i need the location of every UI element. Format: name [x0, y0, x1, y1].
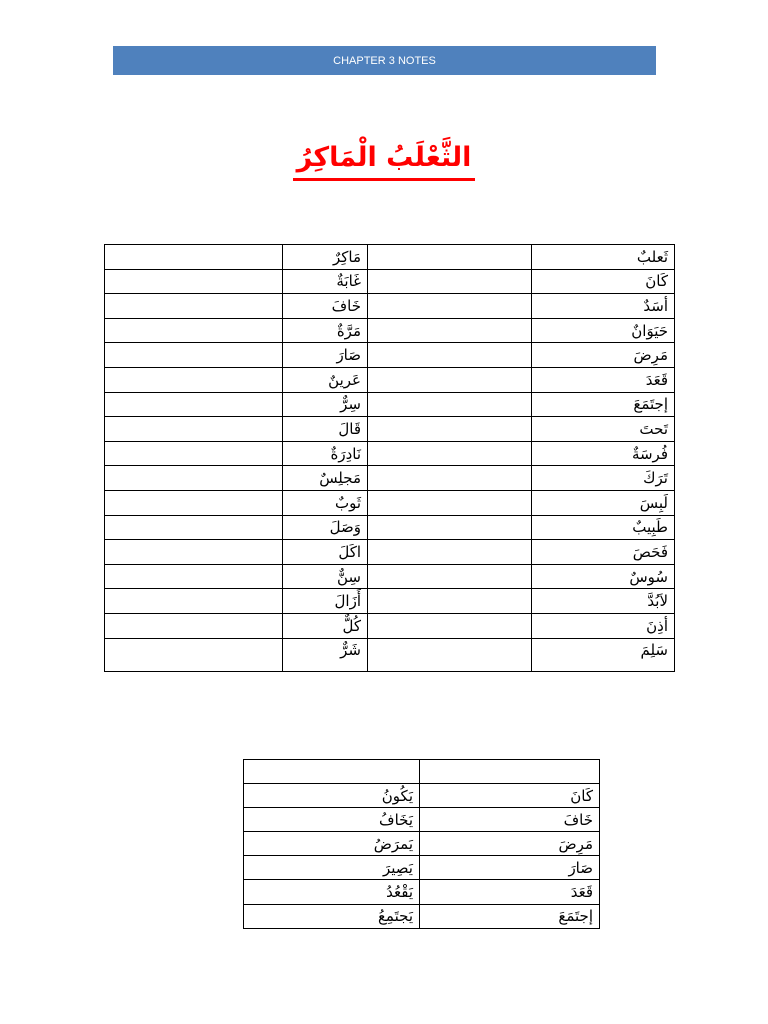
vocab-row: [105, 367, 675, 392]
vocab-right-word: إجتَمَعَ: [532, 392, 675, 417]
vocab-row: [105, 417, 675, 442]
vocab-left-word: أَزَالَ: [283, 589, 368, 614]
verb-present-cell: يَمرَضُ: [244, 832, 420, 856]
verb-past-cell: قَعَدَ: [420, 880, 600, 904]
vocab-empty-cell: [105, 613, 283, 638]
vocab-row: [105, 245, 675, 270]
vocab-empty-cell: [368, 613, 532, 638]
vocab-empty-cell: [105, 318, 283, 343]
verb-row: [244, 784, 600, 808]
vocab-right-word: ثَعلبٌ: [532, 245, 675, 270]
vocab-right-word: لاَبُدَّ: [532, 589, 675, 614]
vocab-row: [105, 441, 675, 466]
vocab-left-word: سِرٌّ: [283, 392, 368, 417]
vocab-left-word: كُلٌّ: [283, 613, 368, 638]
vocab-left-word: اكَلَ: [283, 540, 368, 565]
vocab-left-word: صَارَ: [283, 343, 368, 368]
verb-present-cell: [244, 760, 420, 784]
verb-row: [244, 880, 600, 904]
vocab-left-word: خَافَ: [283, 294, 368, 319]
verb-row: [244, 856, 600, 880]
vocab-empty-cell: [105, 367, 283, 392]
verb-row: [244, 808, 600, 832]
vocab-left-word: مَاكِرٌ: [283, 245, 368, 270]
chapter-header-bar: [113, 46, 656, 75]
vocab-row: [105, 564, 675, 589]
vocab-empty-cell: [368, 392, 532, 417]
vocab-empty-cell: [105, 392, 283, 417]
vocab-right-word: مَرِضَ: [532, 343, 675, 368]
vocab-empty-cell: [368, 441, 532, 466]
verb-past-cell: خَافَ: [420, 808, 600, 832]
vocab-right-word: تَحتَ: [532, 417, 675, 442]
vocab-left-word: مَجلِسٌ: [283, 466, 368, 491]
vocab-right-word: كَانَ: [532, 269, 675, 294]
verb-row: [244, 760, 600, 784]
vocab-row: [105, 515, 675, 540]
vocab-empty-cell: [368, 515, 532, 540]
vocab-empty-cell: [368, 466, 532, 491]
verb-row: [244, 832, 600, 856]
vocab-left-word: ثَوبٌ: [283, 490, 368, 515]
verb-table: [243, 759, 600, 929]
vocab-empty-cell: [368, 245, 532, 270]
verb-past-cell: كَانَ: [420, 784, 600, 808]
verb-past-cell: إجتَمَعَ: [420, 904, 600, 928]
verb-past-cell: مَرِضَ: [420, 832, 600, 856]
page-title: الثَّعْلَبُ الْمَاكِرُ: [293, 138, 476, 181]
vocab-empty-cell: [368, 417, 532, 442]
vocab-left-word: شَرٌّ: [283, 638, 368, 671]
vocab-empty-cell: [368, 564, 532, 589]
vocab-right-word: لَبِسَ: [532, 490, 675, 515]
vocab-empty-cell: [368, 294, 532, 319]
vocab-empty-cell: [368, 638, 532, 671]
vocab-left-word: غَابَةٌ: [283, 269, 368, 294]
vocab-row: [105, 490, 675, 515]
vocab-empty-cell: [105, 417, 283, 442]
vocab-row: [105, 294, 675, 319]
vocab-empty-cell: [105, 540, 283, 565]
vocab-empty-cell: [368, 540, 532, 565]
vocab-left-word: سِنٌّ: [283, 564, 368, 589]
vocab-right-word: قَعَدَ: [532, 367, 675, 392]
vocab-empty-cell: [105, 269, 283, 294]
vocab-left-word: نَادِرَةٌ: [283, 441, 368, 466]
vocab-row: [105, 589, 675, 614]
vocab-table: [104, 244, 675, 672]
vocab-right-word: حَيَوَانٌ: [532, 318, 675, 343]
vocab-right-word: سُوسٌ: [532, 564, 675, 589]
verb-present-cell: يَكُونُ: [244, 784, 420, 808]
page-title-container: [0, 138, 768, 181]
verb-present-cell: يَخَافُ: [244, 808, 420, 832]
vocab-empty-cell: [105, 245, 283, 270]
chapter-header-title: CHAPTER 3 NOTES: [333, 54, 436, 67]
vocab-row: [105, 466, 675, 491]
vocab-row: [105, 318, 675, 343]
vocab-right-word: طَبِيبٌ: [532, 515, 675, 540]
vocab-right-word: فَحَصَ: [532, 540, 675, 565]
verb-row: [244, 904, 600, 928]
vocab-row: [105, 638, 675, 671]
verb-present-cell: يَجتَمِعُ: [244, 904, 420, 928]
vocab-empty-cell: [105, 490, 283, 515]
vocab-empty-cell: [105, 343, 283, 368]
verb-present-cell: يَقْعُدُ: [244, 880, 420, 904]
vocab-right-word: سَلِمَ: [532, 638, 675, 671]
vocab-left-word: قَالَ: [283, 417, 368, 442]
verb-past-cell: [420, 760, 600, 784]
vocab-row: [105, 343, 675, 368]
vocab-empty-cell: [105, 466, 283, 491]
vocab-empty-cell: [368, 589, 532, 614]
verb-past-cell: صَارَ: [420, 856, 600, 880]
vocab-right-word: تَرَكَ: [532, 466, 675, 491]
vocab-right-word: أسَدٌ: [532, 294, 675, 319]
vocab-empty-cell: [368, 367, 532, 392]
vocab-empty-cell: [105, 441, 283, 466]
vocab-left-word: وَصَلَ: [283, 515, 368, 540]
vocab-empty-cell: [105, 589, 283, 614]
vocab-empty-cell: [368, 490, 532, 515]
vocab-row: [105, 392, 675, 417]
vocab-empty-cell: [105, 564, 283, 589]
vocab-empty-cell: [368, 269, 532, 294]
vocab-left-word: مَرَّةٌ: [283, 318, 368, 343]
vocab-empty-cell: [368, 343, 532, 368]
vocab-row: [105, 269, 675, 294]
vocab-empty-cell: [105, 294, 283, 319]
vocab-row: [105, 613, 675, 638]
vocab-empty-cell: [105, 515, 283, 540]
vocab-right-word: فُرسَةٌ: [532, 441, 675, 466]
vocab-left-word: عَرينٌ: [283, 367, 368, 392]
vocab-row: [105, 540, 675, 565]
vocab-empty-cell: [105, 638, 283, 671]
vocab-right-word: أذِنَ: [532, 613, 675, 638]
verb-present-cell: يَصِيرَ: [244, 856, 420, 880]
vocab-empty-cell: [368, 318, 532, 343]
